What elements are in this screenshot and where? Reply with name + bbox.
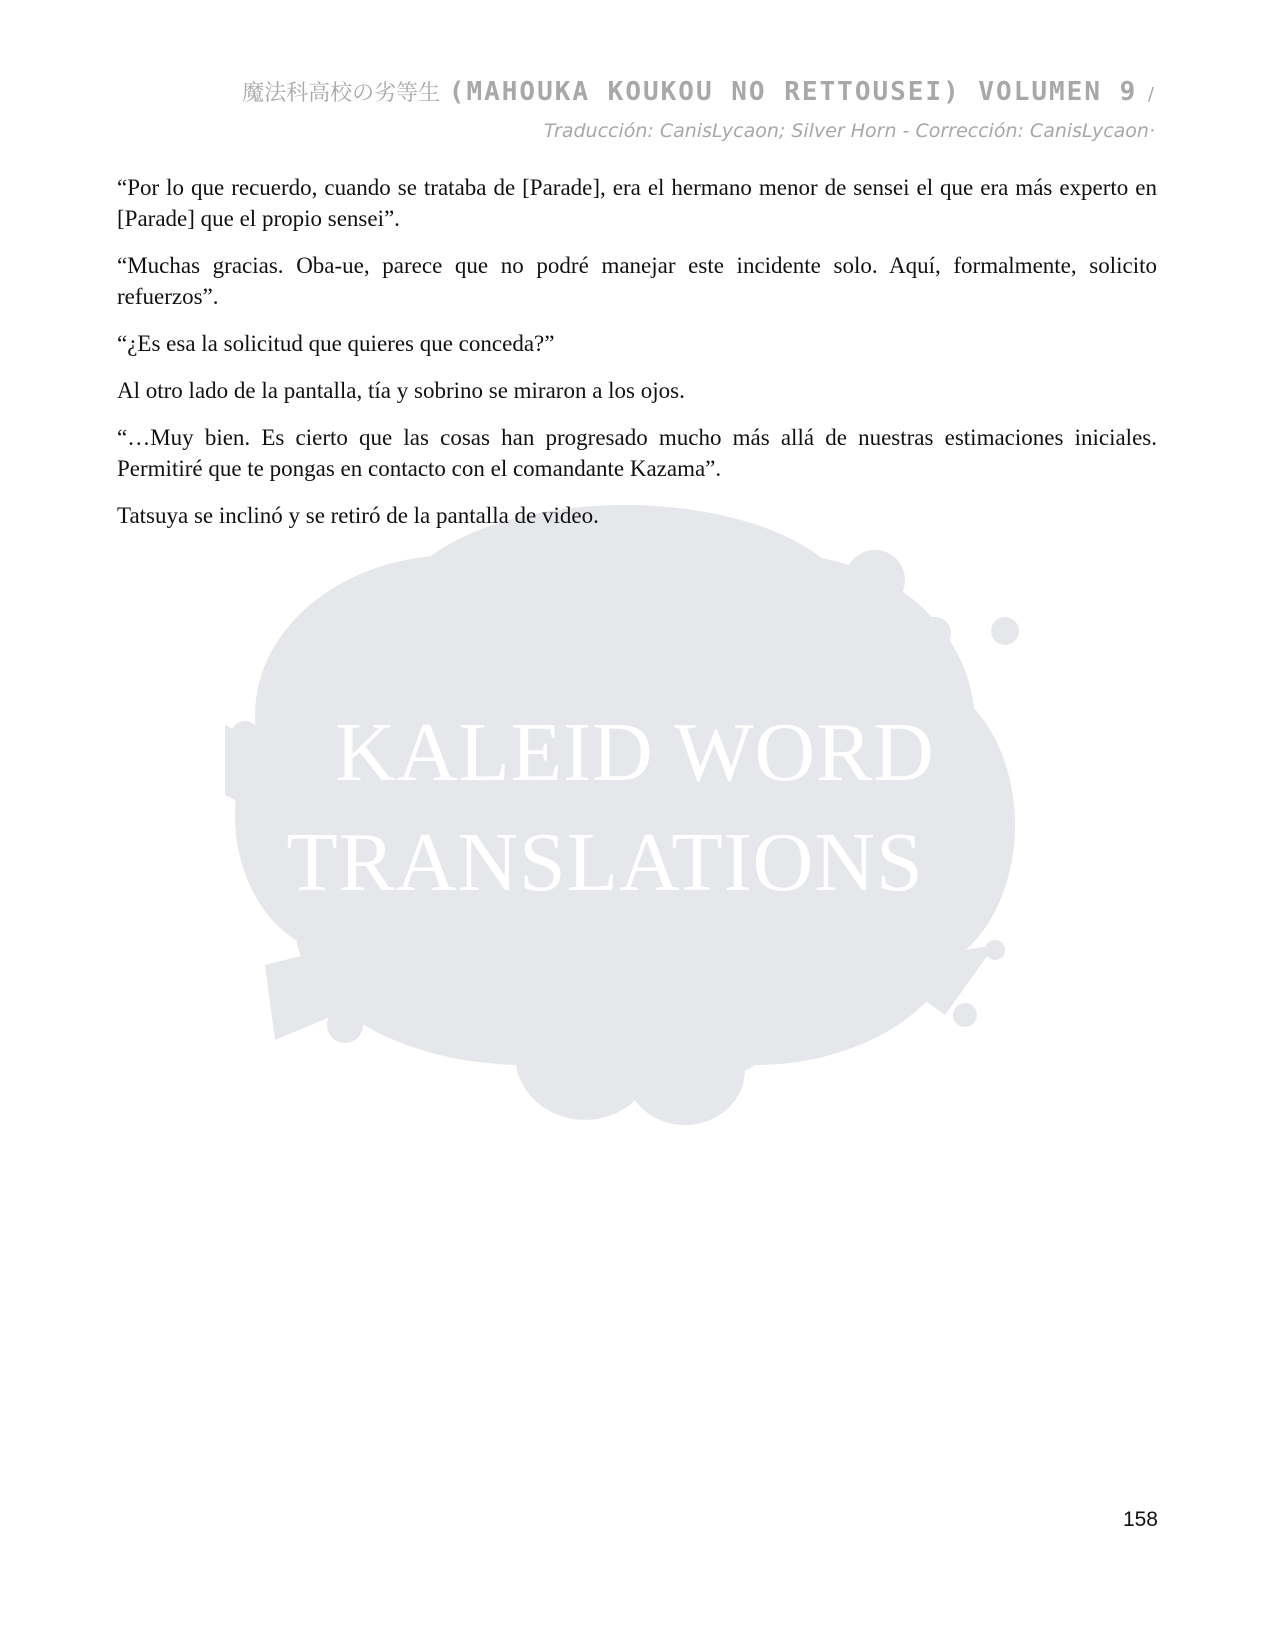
- watermark-splash-logo: [225, 495, 1045, 1145]
- page-number: 158: [1122, 1508, 1158, 1531]
- ink-splash-shape: [225, 505, 1019, 1125]
- paragraph: “…Muy bien. Es cierto que las cosas han progresado mucho más allá de nuestras estimaciones iniciales. Permitiré que te pongas en contacto con el comandante Kazama”.: [117, 425, 1157, 481]
- page-header: [155, 74, 1155, 147]
- watermark-text-line-1: KALEID WORD: [335, 706, 935, 799]
- paragraph: “Por lo que recuerdo, cuando se trataba de [Parade], era el hermano menor de sensei el que era más experto en [Parade] que el propio sensei”.: [117, 175, 1157, 231]
- header-title-romaji: (MAHOUKA KOUKOU NO RETTOUSEI) VOLUMEN 9: [448, 77, 1138, 107]
- paragraph: “¿Es esa la solicitud que quieres que conceda?”: [117, 331, 555, 356]
- header-title: [155, 74, 1155, 113]
- header-title-japanese: 魔法科高校の劣等生: [242, 81, 441, 106]
- watermark-text-line-2: TRANSLATIONS: [286, 816, 924, 909]
- paragraph: Tatsuya se inclinó y se retiró de la pantalla de video.: [117, 503, 599, 528]
- paragraph: “Muchas gracias. Oba-ue, parece que no podré manejar este incidente solo. Aquí, formalmente, solicito refuerzos”.: [117, 253, 1157, 309]
- paragraph: Al otro lado de la pantalla, tía y sobrino se miraron a los ojos.: [117, 378, 685, 403]
- body-text: [117, 172, 1157, 547]
- header-title-separator: /: [1147, 84, 1155, 105]
- header-credits: Traducción: CanisLycaon; Silver Horn - Corrección: CanisLycaon·: [543, 120, 1155, 142]
